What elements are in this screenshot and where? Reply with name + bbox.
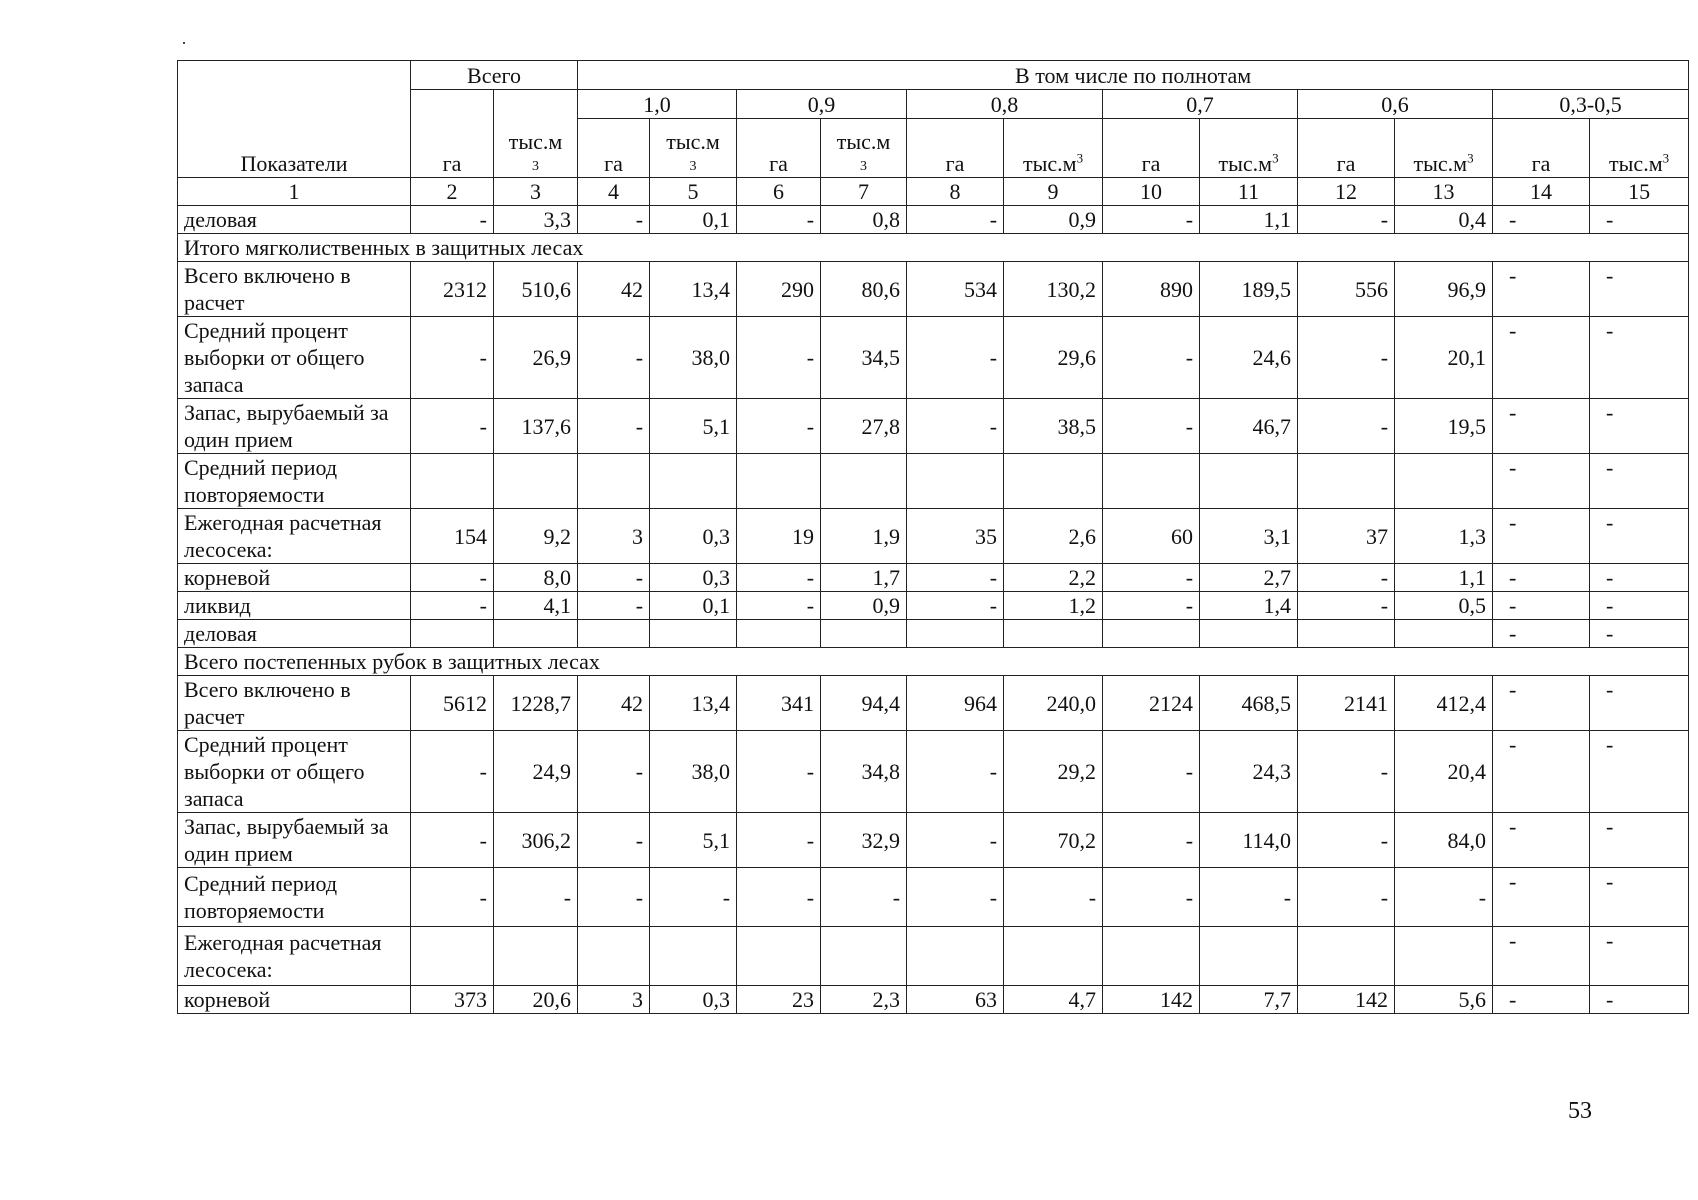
table-cell: 60 [1103,509,1200,564]
table-cell: - [1493,868,1590,927]
header-unit-ha: га [907,119,1004,178]
header-by-density: В том числе по полнотам [578,61,1689,90]
table-row [178,813,1689,868]
table-cell [907,620,1004,648]
table-row [178,731,1689,813]
table-cell: - [411,317,494,399]
column-number: 9 [1004,178,1103,206]
table-cell: - [737,564,821,592]
table-cell: - [907,868,1004,927]
table-cell: 37 [1298,509,1395,564]
table-cell: 154 [411,509,494,564]
header-total: Всего [411,61,578,90]
table-cell: 137,6 [494,399,578,454]
table-row [178,927,1689,986]
table-cell: - [1298,731,1395,813]
table-cell [737,454,821,509]
table-cell: 24,9 [494,731,578,813]
table-cell [821,927,907,986]
header-density-group: 0,8 [907,90,1103,119]
header-unit-ha: га [411,90,494,178]
table-cell: 0,3 [650,509,737,564]
header-unit-ha: га [1103,119,1200,178]
table-cell: 5,1 [650,813,737,868]
table-cell: - [578,592,650,620]
table-cell: 890 [1103,262,1200,317]
table-cell: - [411,206,494,234]
table-cell [494,927,578,986]
table-cell: - [1103,317,1200,399]
table-cell [1298,620,1395,648]
table-cell: 5,6 [1395,986,1493,1014]
table-cell: 4,7 [1004,986,1103,1014]
row-label: Всего включено в расчет [178,262,411,317]
table-cell: - [1493,927,1590,986]
table-cell: - [411,813,494,868]
column-number: 8 [907,178,1004,206]
table-cell: - [1590,620,1689,648]
table-cell [1103,454,1200,509]
table-cell [494,454,578,509]
table-cell: 3 [578,986,650,1014]
table-cell [650,454,737,509]
table-cell: - [1590,731,1689,813]
table-cell: - [1200,868,1298,927]
table-row [178,592,1689,620]
row-label: Средний период повторяемости [178,454,411,509]
table-cell [650,620,737,648]
table-cell [578,927,650,986]
table-cell [1395,927,1493,986]
table-cell: 29,2 [1004,731,1103,813]
table-cell: - [1103,813,1200,868]
table-cell [411,927,494,986]
table-cell: 34,8 [821,731,907,813]
table-cell: - [411,399,494,454]
table-cell: 1,3 [1395,509,1493,564]
table-cell: 0,1 [650,206,737,234]
table-cell: 23 [737,986,821,1014]
header-density-group: 0,3-0,5 [1493,90,1689,119]
table-cell: 114,0 [1200,813,1298,868]
table-cell: 26,9 [494,317,578,399]
table-cell: - [737,813,821,868]
row-label: Ежегодная расчетная лесосека: [178,509,411,564]
header-unit-thous: $тыс.м^3$ [1200,119,1298,178]
forest-density-table [177,60,1689,1014]
table-cell: 0,5 [1395,592,1493,620]
table-cell: 0,9 [821,592,907,620]
table-cell: 2,7 [1200,564,1298,592]
table-cell: - [1493,592,1590,620]
table-cell: - [907,592,1004,620]
section-title: Всего постепенных рубок в защитных лесах [178,648,1689,676]
column-number: 10 [1103,178,1200,206]
table-row [178,676,1689,731]
table-cell [907,454,1004,509]
table-cell: - [1590,509,1689,564]
header-unit-thous: тыс.м 3 [821,119,907,178]
table-cell: - [1590,676,1689,731]
table-cell: 2,2 [1004,564,1103,592]
table-cell: - [578,868,650,927]
table-cell: - [907,564,1004,592]
table-cell: - [1298,564,1395,592]
table-cell: - [578,317,650,399]
table-cell: - [1493,206,1590,234]
table-cell: 0,1 [650,592,737,620]
table-cell: - [1103,399,1200,454]
table-cell: - [737,592,821,620]
table-cell [821,620,907,648]
table-cell [1200,454,1298,509]
table-cell: 96,9 [1395,262,1493,317]
table-cell: 80,6 [821,262,907,317]
table-cell: 1,7 [821,564,907,592]
table-cell: - [1493,262,1590,317]
table-cell [578,454,650,509]
table-cell [1298,454,1395,509]
table-row [178,206,1689,234]
page-number: 53 [1568,1098,1592,1124]
table-cell: 142 [1298,986,1395,1014]
header-indicators: Показатели [178,61,411,178]
table-cell: 2,6 [1004,509,1103,564]
table-cell: 8,0 [494,564,578,592]
column-number: 13 [1395,178,1493,206]
table-cell [1004,927,1103,986]
table-cell: - [1590,399,1689,454]
table-cell: 24,6 [1200,317,1298,399]
table-cell: - [1298,592,1395,620]
table-cell: - [1493,454,1590,509]
table-cell [1200,620,1298,648]
table-cell [1395,620,1493,648]
table-cell: 20,6 [494,986,578,1014]
table-row [178,399,1689,454]
table-cell [1004,454,1103,509]
table-cell: - [1298,317,1395,399]
row-label: Ежегодная расчетная лесосека: [178,927,411,986]
table-cell: - [907,206,1004,234]
table-cell: - [1493,813,1590,868]
header-unit-thous: тыс.м 3 [494,90,578,178]
table-cell: 142 [1103,986,1200,1014]
table-cell [1103,620,1200,648]
column-number: 5 [650,178,737,206]
table-cell: - [411,731,494,813]
header-density-group: 0,6 [1298,90,1493,119]
table-cell: - [1493,509,1590,564]
table-cell: 189,5 [1200,262,1298,317]
header-density-group: 0,7 [1103,90,1298,119]
table-cell: - [578,731,650,813]
row-label: Запас, вырубаемый за один прием [178,813,411,868]
table-cell: 2,3 [821,986,907,1014]
table-cell: - [411,564,494,592]
table-cell: 468,5 [1200,676,1298,731]
row-label: Средний процент выборки от общего запаса [178,731,411,813]
table-cell: 1228,7 [494,676,578,731]
scan-speck [183,42,185,44]
table-cell [821,454,907,509]
table-cell: 341 [737,676,821,731]
column-number: 3 [494,178,578,206]
table-cell: 2141 [1298,676,1395,731]
table-cell: 3 [578,509,650,564]
table-row [178,509,1689,564]
table-cell: 1,1 [1200,206,1298,234]
table-row [178,986,1689,1014]
column-number: 14 [1493,178,1590,206]
row-label: Средний процент выборки от общего запаса [178,317,411,399]
table-cell: - [821,868,907,927]
header-unit-ha: га [578,119,650,178]
table-cell: - [1298,813,1395,868]
table-cell: - [1493,676,1590,731]
table-cell: 38,0 [650,731,737,813]
header-density-group: 1,0 [578,90,737,119]
table-cell: - [494,868,578,927]
table-cell: 34,5 [821,317,907,399]
row-label: ликвид [178,592,411,620]
table-cell: - [578,206,650,234]
table-cell: 19,5 [1395,399,1493,454]
table-cell: 306,2 [494,813,578,868]
table-cell: 373 [411,986,494,1014]
table-cell: - [1103,206,1200,234]
row-label: деловая [178,620,411,648]
table-cell: - [1298,206,1395,234]
table-cell: - [1493,731,1590,813]
table-row [178,262,1689,317]
table-cell: 94,4 [821,676,907,731]
table-cell: 0,3 [650,564,737,592]
table-cell [411,620,494,648]
table-cell: - [1493,399,1590,454]
table-cell: - [907,317,1004,399]
table-cell: - [1590,317,1689,399]
column-number: 7 [821,178,907,206]
table-row [178,620,1689,648]
table-cell: 0,4 [1395,206,1493,234]
section-row [178,234,1689,262]
table-cell: 84,0 [1395,813,1493,868]
table-row [178,564,1689,592]
table-cell: - [1590,262,1689,317]
table-cell: - [907,731,1004,813]
table-cell: 38,0 [650,317,737,399]
table-cell: 13,4 [650,262,737,317]
header-unit-thous: тыс.м 3 [650,119,737,178]
table-cell: 42 [578,676,650,731]
table-cell: - [1103,592,1200,620]
header-unit-thous: $тыс.м^3$ [1004,119,1103,178]
table-cell: 290 [737,262,821,317]
table-cell: 13,4 [650,676,737,731]
table-cell: - [1103,564,1200,592]
table-cell: - [650,868,737,927]
table-cell: 1,9 [821,509,907,564]
header-unit-thous: $тыс.м^3$ [1590,119,1689,178]
table-cell: - [737,731,821,813]
table-cell: 4,1 [494,592,578,620]
section-title: Итого мягколиственных в защитных лесах [178,234,1689,262]
table-cell: - [1590,592,1689,620]
column-number: 2 [411,178,494,206]
table-cell [907,927,1004,986]
row-label: деловая [178,206,411,234]
table-cell: 0,9 [1004,206,1103,234]
table-row [178,454,1689,509]
table-cell: - [737,399,821,454]
table-cell: 556 [1298,262,1395,317]
table-cell [737,927,821,986]
table-cell: 32,9 [821,813,907,868]
table-cell: 5,1 [650,399,737,454]
table-cell: 5612 [411,676,494,731]
table-cell: 20,4 [1395,731,1493,813]
table-cell: 130,2 [1004,262,1103,317]
table-cell: 35 [907,509,1004,564]
table-cell: - [1590,868,1689,927]
table-cell: - [737,868,821,927]
column-number: 6 [737,178,821,206]
table-cell: - [737,317,821,399]
table-cell: - [578,399,650,454]
table-cell: - [737,206,821,234]
table-cell [1004,620,1103,648]
table-cell [411,454,494,509]
table-cell: - [578,564,650,592]
table-cell: 9,2 [494,509,578,564]
table-cell [494,620,578,648]
table-cell: 534 [907,262,1004,317]
table-cell: - [907,813,1004,868]
row-label: Средний период повторяемости [178,868,411,927]
table-cell: 1,4 [1200,592,1298,620]
table-cell: - [1103,731,1200,813]
column-number: 1 [178,178,411,206]
header-unit-ha: га [737,119,821,178]
table-cell: - [1493,317,1590,399]
table-cell: - [411,868,494,927]
column-number: 15 [1590,178,1689,206]
table-cell: 29,6 [1004,317,1103,399]
table-row [178,317,1689,399]
table-cell: - [1590,454,1689,509]
column-number: 12 [1298,178,1395,206]
table-cell: - [411,592,494,620]
header-unit-ha: га [1493,119,1590,178]
row-label: Запас, вырубаемый за один прием [178,399,411,454]
table-cell: 3,3 [494,206,578,234]
table-cell: - [1590,206,1689,234]
table-cell [650,927,737,986]
section-row [178,648,1689,676]
table-cell: 510,6 [494,262,578,317]
table-cell: - [1004,868,1103,927]
column-number: 11 [1200,178,1298,206]
table-cell: 70,2 [1004,813,1103,868]
table-cell [1298,927,1395,986]
table-cell: 3,1 [1200,509,1298,564]
table-cell: - [1590,564,1689,592]
table-cell: 2124 [1103,676,1200,731]
table-cell: 63 [907,986,1004,1014]
table-cell: 1,1 [1395,564,1493,592]
table-cell: - [1590,927,1689,986]
table-cell: 38,5 [1004,399,1103,454]
table-cell: 0,3 [650,986,737,1014]
header-unit-ha: га [1298,119,1395,178]
table-cell [1395,454,1493,509]
table-cell: 42 [578,262,650,317]
header-density-group: 0,9 [737,90,907,119]
table-cell: - [1493,620,1590,648]
table-cell: 20,1 [1395,317,1493,399]
header-unit-thous: $тыс.м^3$ [1395,119,1493,178]
table-cell: - [1298,399,1395,454]
table-cell: 412,4 [1395,676,1493,731]
table-cell: 2312 [411,262,494,317]
table-cell: - [578,813,650,868]
table-cell: 0,8 [821,206,907,234]
table-cell: 46,7 [1200,399,1298,454]
row-label: Всего включено в расчет [178,676,411,731]
table-row [178,868,1689,927]
table-cell [1103,927,1200,986]
table-cell: - [1590,986,1689,1014]
table-cell: 240,0 [1004,676,1103,731]
table-cell: 24,3 [1200,731,1298,813]
table-cell: 27,8 [821,399,907,454]
table-cell: 7,7 [1200,986,1298,1014]
table-cell: - [1590,813,1689,868]
table-cell: 1,2 [1004,592,1103,620]
table-cell [1200,927,1298,986]
table-cell: 19 [737,509,821,564]
table-cell: - [1395,868,1493,927]
table-cell [737,620,821,648]
table-cell: - [1493,986,1590,1014]
row-label: корневой [178,986,411,1014]
row-label: корневой [178,564,411,592]
table-cell: 964 [907,676,1004,731]
table-cell: - [1298,868,1395,927]
table-cell: - [1103,868,1200,927]
column-number: 4 [578,178,650,206]
table-cell: - [1493,564,1590,592]
table-cell [578,620,650,648]
table-cell: - [907,399,1004,454]
